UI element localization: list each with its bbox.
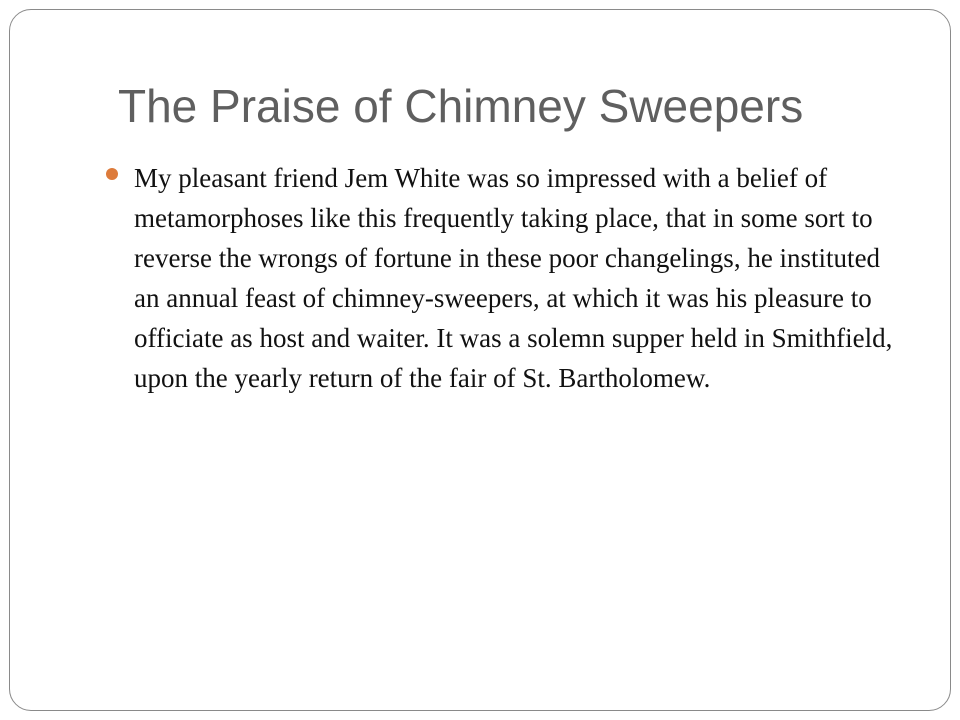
slide-title: The Praise of Chimney Sweepers xyxy=(118,80,804,132)
bullet-list xyxy=(104,158,904,398)
bullet-dot-icon xyxy=(106,168,118,180)
bullet-text: My pleasant friend Jem White was so impressed with a belief of metamorphoses like this frequently taking place, that in some sort to reverse the wrongs of fortune in these poor changelings, he instituted an annual feast of chimney-sweepers, at which it was his pleasure to officiate as host and waiter. It was a solemn supper held in Smithfield, upon the yearly return of the fair of St. Bartholomew. xyxy=(134,163,893,393)
bullet-item xyxy=(104,158,904,398)
